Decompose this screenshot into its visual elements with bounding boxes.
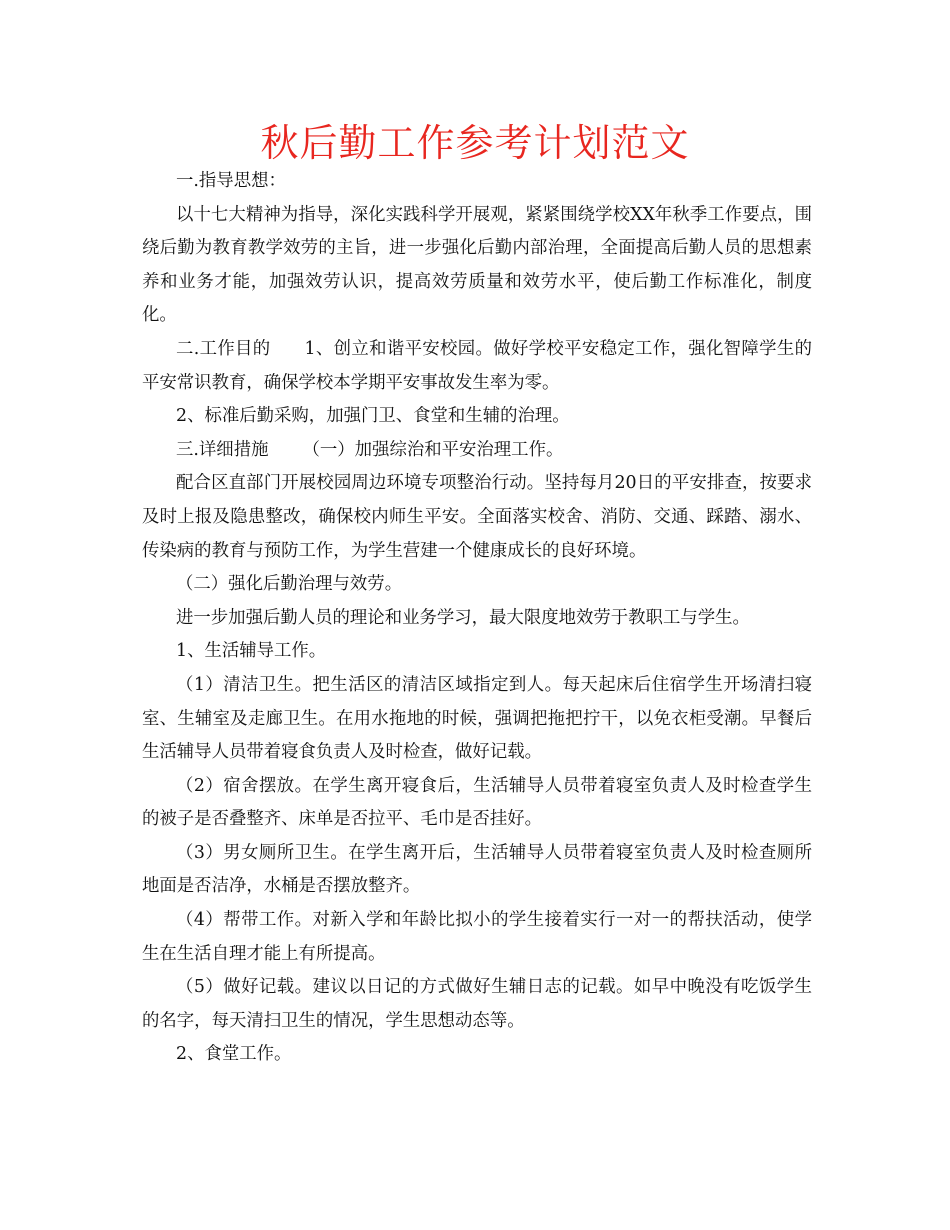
measure-subheading-2: （二）强化后勤治理与效劳。 <box>176 574 403 595</box>
section-heading-guiding-thought: 一.指导思想： <box>176 171 286 191</box>
document-body <box>142 165 812 1072</box>
paragraph-dorm: （2）宿舍摆放。在学生离开寝食后，生活辅导人员带着寝室负责人及时检查学生的被子是否叠整齐、床单是否拉平、毛巾是否挂好。 <box>142 775 812 830</box>
section-heading-work-goals: 二.工作目的 <box>176 338 271 359</box>
subheading-life-guidance: 1、生活辅导工作。 <box>176 641 327 662</box>
paragraph-records: （5）做好记载。建议以日记的方式做好生辅日志的记载。如早中晚没有吃饭学生的名字，每天清扫卫生的情况，学生思想动态等。 <box>142 977 812 1031</box>
paragraph-mentoring: （4）帮带工作。对新入学和年龄比拟小的学生接着实行一对一的帮扶活动，使学生在生活自理才能上有所提高。 <box>142 910 812 964</box>
section-heading-measures: 三.详细措施 <box>176 439 269 460</box>
paragraph-toilet: （3）男女厕所卫生。在学生离开后，生活辅导人员带着寝室负责人及时检查厕所地面是否洁净，水桶是否摆放整齐。 <box>142 842 812 897</box>
paragraph-work-goals <box>142 333 812 400</box>
paragraph-measures <box>142 434 812 468</box>
paragraph-guiding-thought: 以十七大精神为指导，深化实践科学开展观，紧紧围绕学校XX年秋季工作要点，围绕后勤为教育教学效劳的主旨，进一步强化后勤内部治理，全面提高后勤人员的思想素养和业务才能，加强效劳认识，提高效劳质量和效劳水平，使后勤工作标准化，制度化。 <box>142 204 812 326</box>
paragraph-safety: 配合区直部门开展校园周边环境专项整治行动。坚持每月20日的平安排查，按要求及时上报及隐患整改，确保校内师生平安。全面落实校舍、消防、交通、踩踏、溺水、传染病的教育与预防工作，为学生营建一个健康成长的良好环境。 <box>142 473 812 561</box>
paragraph-cleaning: （1）清洁卫生。把生活区的清洁区域指定到人。每天起床后住宿学生开场清扫寝室、生辅室及走廊卫生。在用水拖地的时候，强调把拖把拧干，以免衣柜受潮。早餐后生活辅导人员带着寝食负责人及时检查，做好记载。 <box>142 674 812 763</box>
measure-subheading-1: （一）加强综治和平安治理工作。 <box>302 439 564 460</box>
subheading-canteen: 2、食堂工作。 <box>176 1044 292 1065</box>
goal-item-1: 1、创立和谐平安校园。做好学校平安稳定工作，强化智障学生的平安常识教育，确保学校本学期平安事故发生率为零。 <box>142 338 812 393</box>
document-title: 秋后勤工作参考计划范文 <box>260 121 690 165</box>
paragraph-staff-learning: 进一步加强后勤人员的理论和业务学习，最大限度地效劳于教职工与学生。 <box>176 607 750 628</box>
goal-item-2: 2、标准后勤采购，加强门卫、食堂和生辅的治理。 <box>176 406 570 427</box>
